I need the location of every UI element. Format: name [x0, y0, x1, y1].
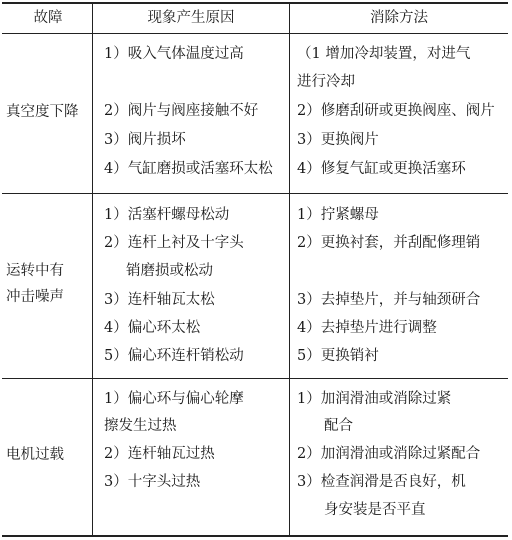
remedy-item: 3）去掉垫片，并与轴颈研合: [297, 292, 481, 308]
remedy-item: 4）去掉垫片进行调整: [297, 320, 437, 336]
remedy-item: 2）加润滑油或消除过紧配合: [297, 446, 481, 462]
remedy-item: 配合: [324, 418, 353, 434]
cause-item: 3）阀片损坏: [104, 132, 186, 148]
cause-item: 1）吸入气体温度过高: [104, 46, 244, 62]
fault-line: 电机过载: [6, 447, 64, 463]
remedy-item: 身安装是否平直: [324, 502, 426, 518]
fault-line: 冲击噪声: [6, 289, 64, 305]
cause-item: 销磨损或松动: [126, 263, 213, 279]
remedy-item: 2）更换衬套，并刮配修理销: [297, 235, 481, 251]
cause-item: 1）偏心环与偏心轮摩: [104, 391, 244, 407]
remedy-item: 2）修磨刮研或更换阀座、阀片: [297, 103, 495, 119]
cause-item: 2）阀片与阀座接触不好: [104, 103, 259, 119]
fault-line: 真空度下降: [6, 104, 79, 120]
cause-item: 擦发生过热: [104, 418, 177, 434]
cause-item: 2）连杆上衬及十字头: [104, 235, 244, 251]
header-cause: 现象产生原因: [147, 10, 235, 26]
column-divider-1: [92, 2, 93, 536]
cause-item: 5）偏心环连杆销松动: [104, 348, 244, 364]
remedy-item: （1 增加冷却装置，对进气: [297, 46, 471, 62]
cause-item: 4）气缸磨损或活塞环太松: [104, 161, 273, 177]
table-border-bottom: [2, 535, 508, 537]
header-divider: [2, 33, 508, 34]
fault-impact-noise: [6, 258, 90, 310]
remedy-item: 1）拧紧螺母: [297, 207, 379, 223]
cause-item: 1）活塞杆螺母松动: [104, 207, 230, 223]
header-remedy: 消除方法: [370, 10, 428, 26]
fault-motor-overload: [6, 442, 90, 468]
cause-item: 3）十字头过热: [104, 474, 201, 490]
cause-item: 3）连杆轴瓦太松: [104, 292, 215, 308]
remedy-item: 1）加润滑油或消除过紧: [297, 391, 452, 407]
remedy-item: 3）更换阀片: [297, 132, 379, 148]
row-divider-2: [2, 378, 508, 379]
header-fault: 故障: [33, 10, 63, 26]
row-divider-1: [2, 193, 508, 194]
fault-line: 运转中有: [6, 263, 64, 279]
fault-vacuum-drop: [6, 99, 90, 125]
remedy-item: 3）检查润滑是否良好，机: [297, 474, 466, 490]
remedy-item: 5）更换销衬: [297, 348, 379, 364]
cause-item: 4）偏心环太松: [104, 320, 201, 336]
remedy-item: 进行冷却: [297, 74, 355, 90]
cause-item: 2）连杆轴瓦过热: [104, 446, 215, 462]
remedy-item: 4）修复气缸或更换活塞环: [297, 161, 466, 177]
